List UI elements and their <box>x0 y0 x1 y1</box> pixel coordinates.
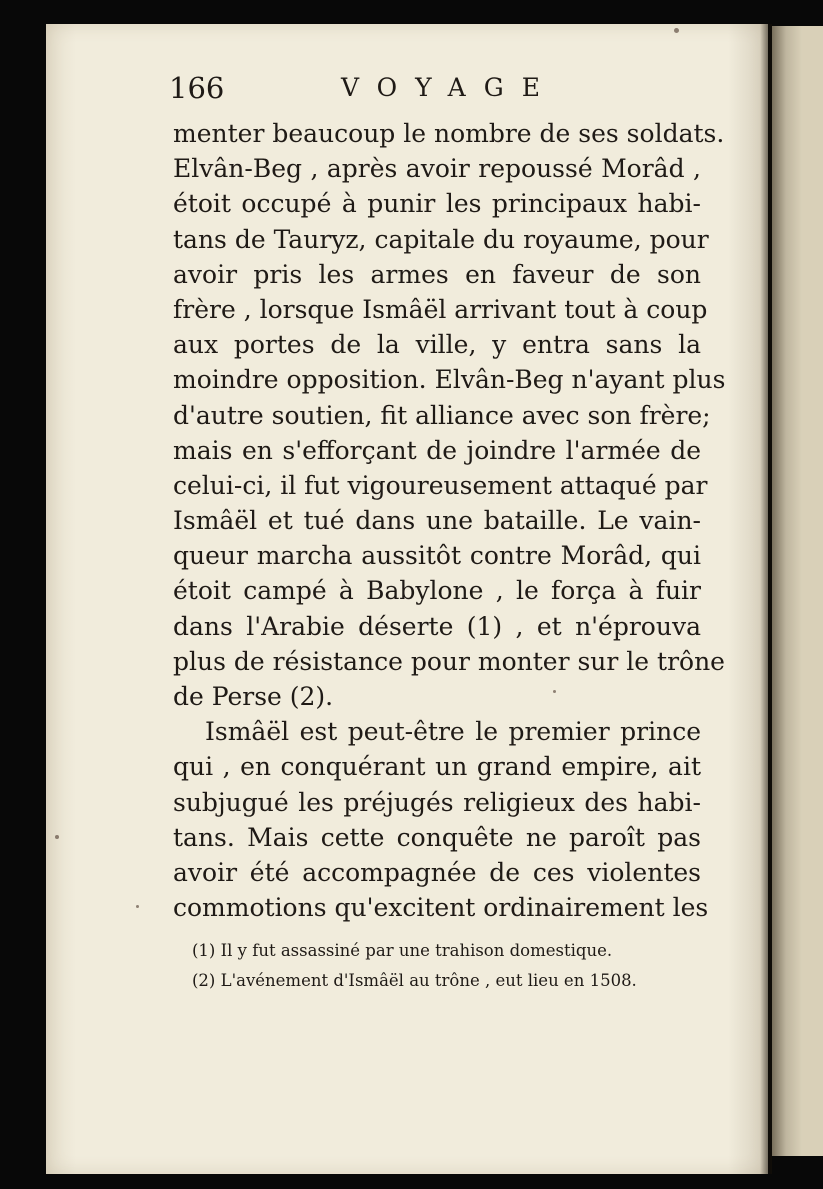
text-line: dans l'Arabie déserte (1) , et n'éprouva <box>173 611 701 641</box>
page-header <box>169 68 709 108</box>
footnote: (2) L'avénement d'Ismâël au trône , eut lieu en 1508. <box>192 971 637 990</box>
text-line: Elvân-Beg , après avoir repoussé Morâd , <box>173 154 701 184</box>
running-head: VOYAGE <box>341 73 558 102</box>
footnote: (1) Il y fut assassiné par une trahison domestique. <box>192 941 613 960</box>
text-line: de Perse (2). <box>173 682 334 711</box>
text-line: celui-ci, il fut vigoureusement attaqué par <box>173 470 708 500</box>
paper-speck <box>55 835 59 839</box>
text-line: qui , en conquérant un grand empire, ait <box>173 752 701 782</box>
text-line: aux portes de la ville, y entra sans la <box>173 330 701 360</box>
text-line: plus de résistance pour monter sur le trône <box>173 646 725 676</box>
adjacent-page-edge <box>772 26 823 1156</box>
paper-speck <box>136 905 139 908</box>
text-line: d'autre soutien, fit alliance avec son frère; <box>173 400 711 430</box>
text-line: subjugué les préjugés religieux des habi- <box>173 787 701 817</box>
text-line: moindre opposition. Elvân-Beg n'ayant plus <box>173 365 726 395</box>
text-line: tans. Mais cette conquête ne paroît pas <box>173 822 701 852</box>
text-line: avoir été accompagnée de ces violentes <box>173 857 701 887</box>
gutter-shadow <box>760 24 772 1174</box>
footnotes <box>192 936 697 996</box>
text-line: queur marcha aussitôt contre Morâd, qui <box>173 541 701 571</box>
body-text <box>173 116 726 925</box>
text-line: tans de Tauryz, capitale du royaume, pour <box>173 224 709 254</box>
text-line: étoit campé à Babylone , le força à fuir <box>173 576 701 606</box>
text-line: Ismâël et tué dans une bataille. Le vain- <box>173 506 701 536</box>
text-line: mais en s'efforçant de joindre l'armée de <box>173 435 701 465</box>
text-line: avoir pris les armes en faveur de son <box>173 259 701 289</box>
page-number: 166 <box>169 71 225 105</box>
text-line: frère , lorsque Ismâël arrivant tout à coup <box>173 294 708 324</box>
text-line: Ismâël est peut-être le premier prince <box>205 717 701 747</box>
text-line: commotions qu'excitent ordinairement les <box>173 893 709 923</box>
paper-speck <box>674 28 679 33</box>
text-line: menter beaucoup le nombre de ses soldats. <box>173 119 725 148</box>
text-line: étoit occupé à punir les principaux habi- <box>173 189 701 219</box>
